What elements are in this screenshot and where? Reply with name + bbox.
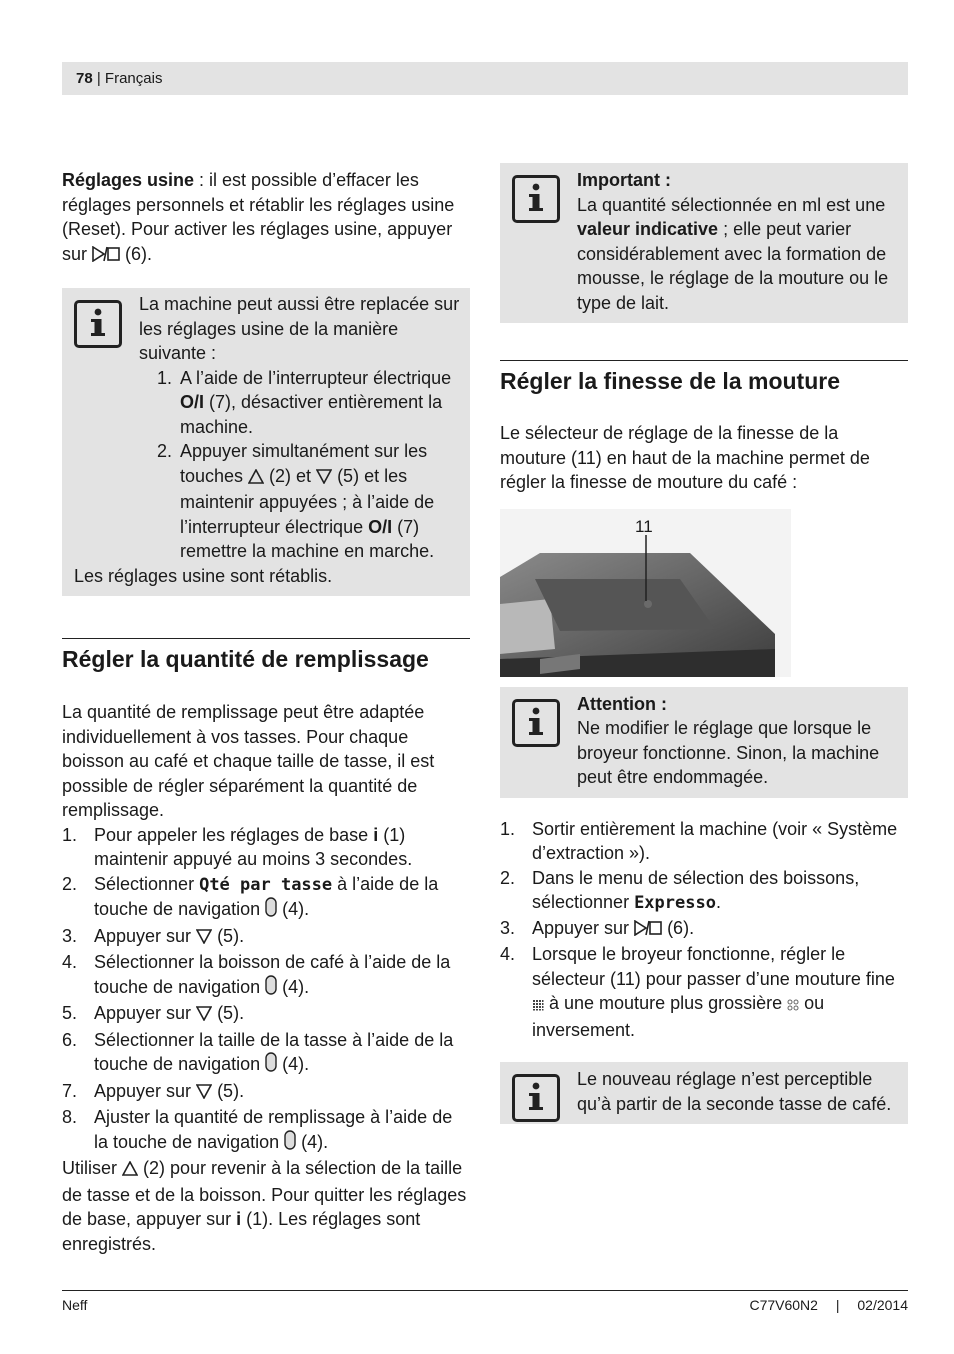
section-title-grind: Régler la finesse de la mouture xyxy=(500,360,908,396)
navigation-key-icon xyxy=(265,897,277,924)
important-note xyxy=(500,163,908,323)
step-number: 1. xyxy=(500,818,516,839)
text-run: (2) pour revenir à la sélection de la taille de tasse et de la boisson. Pour quitter les réglages de base, appuyer sur xyxy=(62,1158,467,1229)
footer-rule xyxy=(62,1290,908,1291)
list-item xyxy=(62,1105,470,1156)
text-run: ou inversement. xyxy=(532,993,825,1040)
step-number: 4. xyxy=(500,944,516,964)
factory-reset-term: Réglages usine xyxy=(62,170,195,190)
fine-grind-icon xyxy=(532,993,544,1018)
text-run: Sélectionner xyxy=(94,873,200,894)
triangle-up-icon xyxy=(122,1158,138,1183)
footer-meta xyxy=(749,1297,908,1313)
info-icon xyxy=(74,300,122,348)
text-run: Appuyer sur xyxy=(94,1080,197,1101)
list-item xyxy=(500,866,908,916)
text-run: ; elle peut varier considérablement avec la formation de mousse, le réglage de la mouture ou le type de lait. xyxy=(577,219,889,313)
text-run: (4). xyxy=(277,1054,310,1074)
text-run: (7), désactiver entièrement la machine. xyxy=(180,392,443,437)
coarse-grind-icon xyxy=(787,993,799,1018)
play-stop-icon xyxy=(634,918,662,943)
text-run: à l’aide de la touche de navigation xyxy=(94,873,439,919)
text-run: (6). xyxy=(662,917,695,938)
list-item xyxy=(500,942,908,1042)
fill-quantity-steps xyxy=(62,823,470,1157)
triangle-down-icon xyxy=(196,1003,212,1028)
text-run: Appuyer sur xyxy=(94,925,197,946)
text-run: : il est possible d’effacer les réglages personnels et rétablir les réglages usine (Reset). Pour activer les réglages usine, appuyer sur xyxy=(62,170,455,264)
step-number: 7. xyxy=(62,1080,78,1101)
info-icon xyxy=(512,175,560,223)
right-column xyxy=(500,163,908,1124)
text-run: (6). xyxy=(120,243,153,264)
list-item xyxy=(62,823,470,872)
step-number: 2. xyxy=(500,867,516,888)
important-title: Important : xyxy=(577,170,671,190)
display-text: Expresso xyxy=(634,893,716,913)
header-language: Français xyxy=(104,70,163,87)
text-run: Sélectionner la boisson de café à l’aide de la touche de navigation xyxy=(94,952,451,997)
step-number: 3. xyxy=(500,917,516,938)
text-run: Ajuster la quantité de remplissage à l’aide de la touche de navigation xyxy=(94,1107,453,1152)
navigation-key-icon xyxy=(265,1052,277,1079)
step-number: 1. xyxy=(62,824,78,845)
step-number: 1. xyxy=(157,367,173,388)
text-run: Lorsque le broyeur fonctionne, régler le sélecteur (11) pour passer d’une mouture fine xyxy=(532,944,895,989)
text-run: Dans le menu de sélection des boissons, sélectionner xyxy=(532,867,860,912)
footer-separator: | xyxy=(835,1297,840,1313)
list-item xyxy=(62,1079,470,1106)
fill-quantity-intro: La quantité de remplissage peut être adaptée individuellement à vos tasses. Pour chaque boisson au café et chaque taille de tasse, il est possible de régler séparément la quantité de remplissage. xyxy=(62,702,435,820)
info-icon xyxy=(512,699,560,747)
text-run: (1). Les réglages sont enregistrés. xyxy=(62,1209,421,1254)
info-icon xyxy=(512,1074,560,1122)
note-intro: La machine peut aussi être replacée sur les réglages usine de la manière suivante : xyxy=(139,294,460,363)
list-item xyxy=(139,439,464,564)
step-number: 2. xyxy=(62,873,78,894)
text-run: à une mouture plus grossière xyxy=(544,993,788,1013)
footer-model: C77V60N2 xyxy=(749,1297,818,1313)
grind-hint-text: Le nouveau réglage n’est perceptible qu’à partir de la seconde tasse de café. xyxy=(577,1069,892,1114)
left-column xyxy=(62,168,470,1256)
triangle-down-icon xyxy=(196,1081,212,1106)
important-text xyxy=(577,193,902,316)
page-number: 78 xyxy=(76,70,93,87)
page-header xyxy=(62,62,908,95)
text-run: (2) et xyxy=(264,465,317,486)
text-run: Appuyer sur xyxy=(532,917,635,938)
text-run: (1) maintenir appuyé au moins 3 secondes. xyxy=(94,824,413,869)
factory-reset-paragraph xyxy=(62,168,470,268)
fill-quantity-closing xyxy=(62,1156,470,1256)
list-item xyxy=(62,924,470,951)
attention-note xyxy=(500,687,908,798)
header-text xyxy=(76,70,162,87)
text-run: La quantité sélectionnée en ml est une xyxy=(577,194,886,215)
list-item xyxy=(500,916,908,943)
text-run: Appuyer simultanément sur les touches xyxy=(180,441,428,486)
grind-hint-note xyxy=(500,1062,908,1124)
list-item xyxy=(139,366,464,440)
play-stop-icon xyxy=(92,244,120,269)
text-run: Utiliser xyxy=(62,1158,123,1178)
text-run: (5). xyxy=(212,1080,245,1101)
footer-brand: Neff xyxy=(62,1297,88,1313)
list-item xyxy=(62,1001,470,1028)
grind-intro: Le sélecteur de réglage de la finesse de la mouture (11) en haut de la machine permet de régler la finesse de mouture du café : xyxy=(500,423,870,492)
navigation-key-icon xyxy=(265,975,277,1002)
factory-reset-note xyxy=(62,288,470,596)
text-run: Sortir entièrement la machine (voir « Système d’extraction »). xyxy=(532,818,898,863)
triangle-down-icon xyxy=(196,926,212,951)
triangle-up-icon xyxy=(248,466,264,491)
figure-callout-label: 11 xyxy=(635,516,653,536)
attention-title: Attention : xyxy=(577,693,667,714)
text-run: Appuyer sur xyxy=(94,1003,197,1023)
triangle-down-icon xyxy=(316,466,332,491)
text-run: Pour appeler les réglages de base xyxy=(94,824,374,845)
step-number: 5. xyxy=(62,1003,78,1023)
important-emphasis: valeur indicative xyxy=(577,219,719,239)
text-run: (4). xyxy=(296,1131,329,1152)
text-run: (4). xyxy=(277,976,310,997)
navigation-key-icon xyxy=(284,1130,296,1157)
display-text: Qté par tasse xyxy=(199,874,333,895)
grind-steps xyxy=(500,817,908,1043)
list-item xyxy=(62,950,470,1001)
text-run: (4). xyxy=(277,899,310,919)
step-number: 4. xyxy=(62,952,78,972)
step-number: 8. xyxy=(62,1107,78,1127)
power-switch-label: O/I xyxy=(368,516,393,537)
list-item xyxy=(62,872,470,924)
list-item xyxy=(62,1028,470,1079)
header-separator: | xyxy=(92,70,105,87)
info-key-label: i xyxy=(373,824,379,845)
text-run: A l’aide de l’interrupteur électrique xyxy=(180,367,452,388)
footer-date: 02/2014 xyxy=(857,1297,908,1313)
power-switch-label: O/I xyxy=(180,392,205,412)
step-number: 2. xyxy=(157,441,173,461)
step-number: 6. xyxy=(62,1029,78,1050)
text-run: (7) remettre la machine en marche. xyxy=(180,516,435,561)
info-key-label: i xyxy=(236,1209,242,1229)
text-run: . xyxy=(715,892,721,912)
section-title-fill-quantity: Régler la quantité de remplissage xyxy=(62,638,470,674)
list-item xyxy=(500,817,908,866)
reset-steps xyxy=(139,366,464,564)
text-run: (5). xyxy=(212,1003,245,1023)
text-run: (5) et les maintenir appuyées ; à l’aide de l’interrupteur électrique xyxy=(180,465,435,537)
attention-text: Ne modifier le réglage que lorsque le broyeur fonctionne. Sinon, la machine peut être endommagée. xyxy=(577,718,880,787)
text-run: Sélectionner la taille de la tasse à l’aide de la touche de navigation xyxy=(94,1029,454,1074)
text-run: (5). xyxy=(212,925,245,946)
grinder-photo xyxy=(500,509,791,677)
note-outro: Les réglages usine sont rétablis. xyxy=(74,565,333,586)
step-number: 3. xyxy=(62,925,78,946)
